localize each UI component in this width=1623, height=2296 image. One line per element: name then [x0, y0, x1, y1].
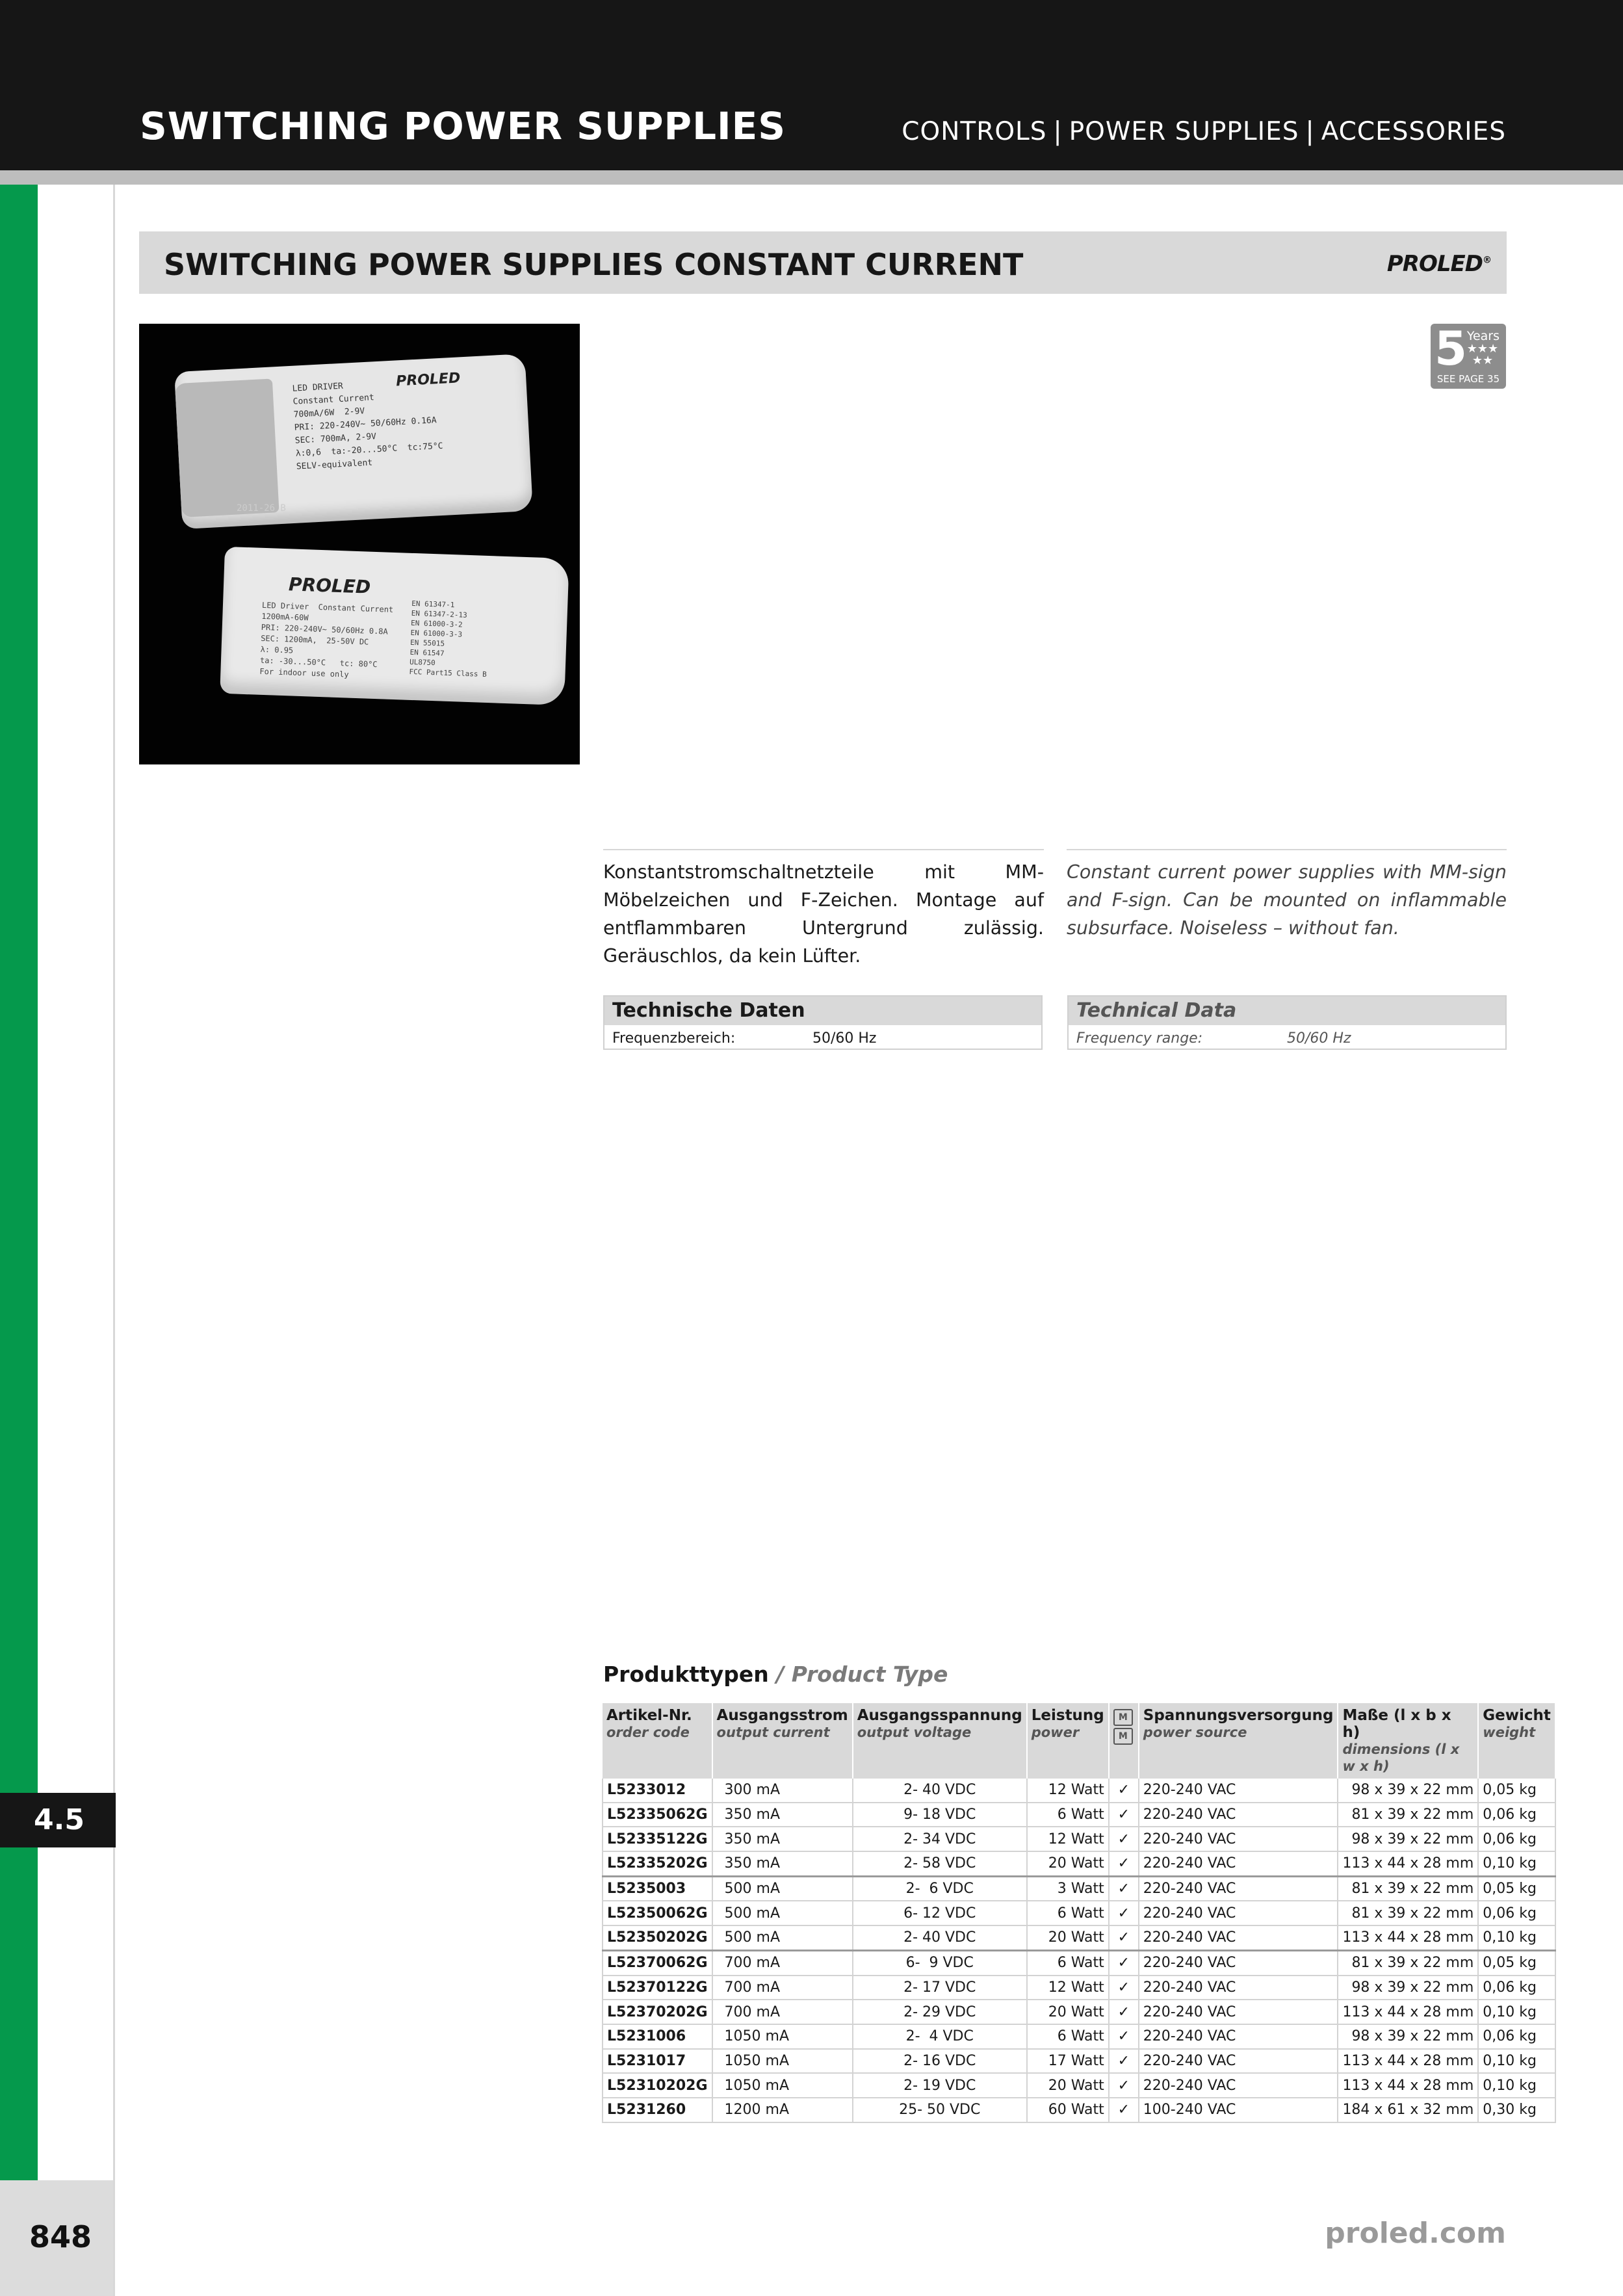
section-heading-band — [139, 231, 1507, 294]
cell-weight: 0,10 kg — [1478, 1851, 1555, 1876]
frequency-value: 50/60 Hz — [1287, 1030, 1351, 1047]
divider — [603, 849, 1044, 850]
cell-power-source: 220-240 VAC — [1139, 1851, 1338, 1876]
cell-power-source: 220-240 VAC — [1139, 1950, 1338, 1975]
col-order-code: Artikel-Nr. order code — [603, 1703, 712, 1779]
cell-output-current: 1050 mA — [712, 2024, 853, 2049]
col-power-source: Spannungsversorgung power source — [1139, 1703, 1338, 1779]
cell-mm-sign: ✓ — [1109, 1803, 1139, 1827]
col-dimensions: Maße (l x b x h) dimensions (l x w x h) — [1338, 1703, 1478, 1779]
warranty-years-label: Years — [1466, 329, 1500, 343]
cell-weight: 0,30 kg — [1478, 2098, 1555, 2122]
cell-mm-sign: ✓ — [1109, 2000, 1139, 2024]
table-row — [603, 1950, 1555, 1975]
cell-power-source: 220-240 VAC — [1139, 2000, 1338, 2024]
cell-output-voltage: 2- 16 VDC — [853, 2049, 1027, 2074]
cell-output-current: 500 mA — [712, 1876, 853, 1901]
cell-output-voltage: 25- 50 VDC — [853, 2098, 1027, 2122]
driver-unit-large — [220, 547, 569, 705]
cell-power-source: 220-240 VAC — [1139, 1925, 1338, 1950]
header-underline — [0, 170, 1623, 185]
cell-order-code: L52335202G — [603, 1851, 712, 1876]
cell-power: 12 Watt — [1027, 1976, 1109, 2000]
cell-output-current: 1050 mA — [712, 2049, 853, 2074]
table-row — [603, 1901, 1555, 1925]
cell-output-voltage: 2- 40 VDC — [853, 1925, 1027, 1950]
driver-label-text: LED DRIVER Constant Current 700mA/6W 2-9V PRI: 220-240V~ 50/60Hz 0.16A SEC: 700mA, 2-9V λ:0,6 ta:-20...50°C tc:75°C SELV-equivalent — [292, 381, 443, 472]
cell-weight: 0,06 kg — [1478, 2024, 1555, 2049]
cell-output-voltage: 2- 19 VDC — [853, 2073, 1027, 2098]
cell-output-voltage: 2- 40 VDC — [853, 1779, 1027, 1803]
driver-end-cap — [175, 378, 279, 517]
cell-dimensions: 113 x 44 x 28 mm — [1338, 2000, 1478, 2024]
website-url[interactable]: proled.com — [1325, 2217, 1506, 2250]
cell-dimensions: 98 x 39 x 22 mm — [1338, 2024, 1478, 2049]
cell-power: 20 Watt — [1027, 2073, 1109, 2098]
description-english: Constant current power supplies with MM-sign and F-sign. Can be mounted on inflammable subsurface. Noiseless – without fan. — [1067, 861, 1507, 939]
product-table — [602, 1703, 1556, 2123]
cell-power: 20 Watt — [1027, 1851, 1109, 1876]
cell-output-current: 1050 mA — [712, 2073, 853, 2098]
table-row — [603, 2049, 1555, 2074]
table-row — [603, 2098, 1555, 2122]
cell-power-source: 220-240 VAC — [1139, 2073, 1338, 2098]
nav-separator: | — [1305, 117, 1315, 146]
table-row — [603, 1925, 1555, 1950]
col-power: Leistung power — [1027, 1703, 1109, 1779]
product-types-title — [603, 1662, 948, 1687]
table-row — [603, 1876, 1555, 1901]
cell-dimensions: 113 x 44 x 28 mm — [1338, 2049, 1478, 2074]
table-header-row — [603, 1703, 1555, 1779]
cell-dimensions: 81 x 39 x 22 mm — [1338, 1876, 1478, 1901]
cell-output-current: 700 mA — [712, 1950, 853, 1975]
description-german: Konstantstromschaltnetzteile mit MM-Möbelzeichen und F-Zeichen. Montage auf entflammbaren Untergrund zulässig. Geräuschlos, da kein Lüfter. — [603, 861, 1044, 967]
cell-dimensions: 98 x 39 x 22 mm — [1338, 1779, 1478, 1803]
cell-dimensions: 184 x 61 x 32 mm — [1338, 2098, 1478, 2122]
mm-sign-icon: M — [1113, 1709, 1133, 1726]
cell-output-current: 350 mA — [712, 1851, 853, 1876]
cell-output-voltage: 2- 58 VDC — [853, 1851, 1027, 1876]
frequency-value: 50/60 Hz — [812, 1030, 877, 1047]
cell-power-source: 220-240 VAC — [1139, 1827, 1338, 1851]
driver-logo: PROLED — [395, 370, 461, 390]
table-row — [603, 2024, 1555, 2049]
col-output-voltage: Ausgangsspannung output voltage — [853, 1703, 1027, 1779]
cell-weight: 0,05 kg — [1478, 1876, 1555, 1901]
cell-order-code: L5233012 — [603, 1779, 712, 1803]
cell-mm-sign: ✓ — [1109, 1976, 1139, 2000]
cell-output-current: 1200 mA — [712, 2098, 853, 2122]
cell-order-code: L52350062G — [603, 1901, 712, 1925]
cell-dimensions: 81 x 39 x 22 mm — [1338, 1950, 1478, 1975]
col-mm-sign — [1109, 1703, 1139, 1779]
cell-mm-sign: ✓ — [1109, 1851, 1139, 1876]
cell-weight: 0,10 kg — [1478, 2073, 1555, 2098]
cell-output-current: 300 mA — [712, 1779, 853, 1803]
driver-logo: PROLED — [288, 573, 371, 598]
cell-order-code: L52310202G — [603, 2073, 712, 2098]
cell-power: 3 Watt — [1027, 1876, 1109, 1901]
cell-weight: 0,05 kg — [1478, 1950, 1555, 1975]
cell-output-voltage: 6- 12 VDC — [853, 1901, 1027, 1925]
cell-power: 6 Watt — [1027, 1901, 1109, 1925]
cell-dimensions: 98 x 39 x 22 mm — [1338, 1976, 1478, 2000]
chapter-tab: 4.5 — [0, 1793, 116, 1847]
cell-weight: 0,06 kg — [1478, 1901, 1555, 1925]
cell-dimensions: 81 x 39 x 22 mm — [1338, 1803, 1478, 1827]
mm-sign-icon: M — [1113, 1728, 1133, 1745]
driver-date-code: 2011-26 B — [237, 503, 286, 514]
cell-mm-sign: ✓ — [1109, 1779, 1139, 1803]
driver-label-text: LED Driver Constant Current 1200mA-60W PRI: 220-240V~ 50/60Hz 0.8A SEC: 1200mA, 25-50V DC λ: 0.95 ta: -30...50°C tc: 80°C For indoor use only — [259, 600, 394, 679]
nav-power-supplies[interactable]: POWER SUPPLIES — [1069, 117, 1299, 146]
cell-order-code: L5231017 — [603, 2049, 712, 2074]
table-row — [603, 1779, 1555, 1803]
col-output-current: Ausgangsstrom output current — [712, 1703, 853, 1779]
table-row — [603, 1803, 1555, 1827]
cell-weight: 0,10 kg — [1478, 2049, 1555, 2074]
cell-dimensions: 113 x 44 x 28 mm — [1338, 2073, 1478, 2098]
cell-power: 20 Watt — [1027, 2000, 1109, 2024]
cell-power-source: 220-240 VAC — [1139, 1876, 1338, 1901]
cell-power-source: 220-240 VAC — [1139, 1901, 1338, 1925]
table-row — [603, 2073, 1555, 2098]
cell-power-source: 220-240 VAC — [1139, 1976, 1338, 2000]
table-row — [603, 1976, 1555, 2000]
cell-power: 12 Watt — [1027, 1827, 1109, 1851]
frequency-label: Frequenzbereich: — [612, 1030, 736, 1047]
cell-output-current: 700 mA — [712, 1976, 853, 2000]
cell-order-code: L52370062G — [603, 1950, 712, 1975]
driver-standards-text: EN 61347-1 EN 61347-2-13 EN 61000-3-2 EN 61000-3-3 EN 55015 EN 61547 UL8750 FCC Part15 Class B — [409, 599, 487, 679]
tech-data-german — [603, 995, 1043, 1050]
cell-power: 6 Watt — [1027, 1803, 1109, 1827]
nav-accessories[interactable]: ACCESSORIES — [1321, 117, 1506, 146]
cell-dimensions: 113 x 44 x 28 mm — [1338, 1851, 1478, 1876]
product-photo — [139, 324, 580, 764]
driver-unit-small — [174, 354, 533, 529]
cell-weight: 0,06 kg — [1478, 1976, 1555, 2000]
col-weight: Gewicht weight — [1478, 1703, 1555, 1779]
cell-output-voltage: 2- 34 VDC — [853, 1827, 1027, 1851]
warranty-see-page: SEE PAGE 35 — [1436, 373, 1500, 385]
category-nav — [902, 117, 1506, 146]
cell-mm-sign: ✓ — [1109, 2024, 1139, 2049]
warranty-badge — [1431, 321, 1506, 389]
cell-order-code: L52335062G — [603, 1803, 712, 1827]
cell-power: 17 Watt — [1027, 2049, 1109, 2074]
cell-power-source: 220-240 VAC — [1139, 2049, 1338, 2074]
divider — [1067, 849, 1507, 850]
brand-logo-text: PROLED — [1386, 251, 1483, 277]
cell-output-current: 700 mA — [712, 2000, 853, 2024]
cell-output-voltage: 2- 6 VDC — [853, 1876, 1027, 1901]
section-title: SWITCHING POWER SUPPLIES CONSTANT CURRENT — [164, 247, 1024, 282]
warranty-stars-icon: ★★★ ★★ — [1466, 342, 1499, 367]
cell-mm-sign: ✓ — [1109, 1876, 1139, 1901]
warranty-years-number: 5 — [1435, 321, 1468, 376]
cell-power: 20 Watt — [1027, 1925, 1109, 1950]
frequency-label: Frequency range: — [1076, 1030, 1203, 1047]
cell-output-voltage: 6- 9 VDC — [853, 1950, 1027, 1975]
tech-data-title: Technische Daten — [604, 997, 1041, 1025]
cell-output-voltage: 9- 18 VDC — [853, 1803, 1027, 1827]
cell-mm-sign: ✓ — [1109, 1950, 1139, 1975]
cell-power: 6 Watt — [1027, 2024, 1109, 2049]
table-row — [603, 1827, 1555, 1851]
nav-controls[interactable]: CONTROLS — [902, 117, 1047, 146]
cell-output-current: 350 mA — [712, 1803, 853, 1827]
nav-separator: | — [1053, 117, 1063, 146]
cell-output-current: 500 mA — [712, 1901, 853, 1925]
cell-order-code: L5231006 — [603, 2024, 712, 2049]
cell-dimensions: 98 x 39 x 22 mm — [1338, 1827, 1478, 1851]
table-row — [603, 2000, 1555, 2024]
tech-data-title: Technical Data — [1069, 997, 1505, 1025]
cell-order-code: L52335122G — [603, 1827, 712, 1851]
cell-output-current: 350 mA — [712, 1827, 853, 1851]
product-types-title-de: Produkttypen — [603, 1662, 769, 1687]
product-types-title-en: / Product Type — [776, 1662, 948, 1687]
page-number: 848 — [29, 2219, 92, 2254]
cell-order-code: L5235003 — [603, 1876, 712, 1901]
cell-weight: 0,06 kg — [1478, 1803, 1555, 1827]
cell-output-voltage: 2- 29 VDC — [853, 2000, 1027, 2024]
cell-dimensions: 81 x 39 x 22 mm — [1338, 1901, 1478, 1925]
cell-power-source: 220-240 VAC — [1139, 1779, 1338, 1803]
cell-power: 60 Watt — [1027, 2098, 1109, 2122]
table-row — [603, 1851, 1555, 1876]
cell-weight: 0,10 kg — [1478, 1925, 1555, 1950]
cell-order-code: L5231260 — [603, 2098, 712, 2122]
page-category-title: SWITCHING POWER SUPPLIES — [140, 104, 786, 148]
side-color-strip — [0, 185, 38, 2180]
cell-power-source: 100-240 VAC — [1139, 2098, 1338, 2122]
brand-logo: PROLED® — [1386, 251, 1491, 277]
cell-weight: 0,06 kg — [1478, 1827, 1555, 1851]
cell-power: 12 Watt — [1027, 1779, 1109, 1803]
side-divider — [113, 185, 115, 2296]
cell-mm-sign: ✓ — [1109, 1901, 1139, 1925]
cell-output-current: 500 mA — [712, 1925, 853, 1950]
cell-output-voltage: 2- 17 VDC — [853, 1976, 1027, 2000]
cell-mm-sign: ✓ — [1109, 1925, 1139, 1950]
cell-dimensions: 113 x 44 x 28 mm — [1338, 1925, 1478, 1950]
cell-output-voltage: 2- 4 VDC — [853, 2024, 1027, 2049]
cell-power-source: 220-240 VAC — [1139, 1803, 1338, 1827]
cell-power: 6 Watt — [1027, 1950, 1109, 1975]
cell-power-source: 220-240 VAC — [1139, 2024, 1338, 2049]
cell-mm-sign: ✓ — [1109, 2098, 1139, 2122]
cell-weight: 0,05 kg — [1478, 1779, 1555, 1803]
cell-order-code: L52370122G — [603, 1976, 712, 2000]
cell-mm-sign: ✓ — [1109, 2049, 1139, 2074]
cell-order-code: L52350202G — [603, 1925, 712, 1950]
tech-data-english — [1067, 995, 1507, 1050]
cell-mm-sign: ✓ — [1109, 2073, 1139, 2098]
cell-order-code: L52370202G — [603, 2000, 712, 2024]
cell-weight: 0,10 kg — [1478, 2000, 1555, 2024]
cell-mm-sign: ✓ — [1109, 1827, 1139, 1851]
